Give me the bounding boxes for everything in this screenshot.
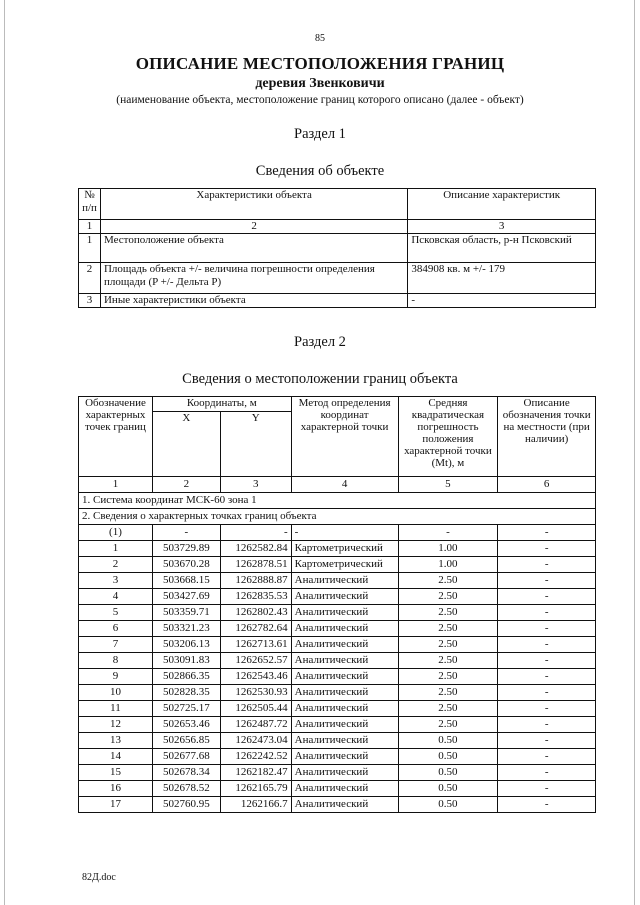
cell: 503670.28 — [152, 557, 220, 573]
object-info-table — [78, 188, 596, 308]
column-number: 5 — [398, 477, 498, 493]
table-row — [79, 765, 596, 781]
cell: - — [498, 685, 596, 701]
cell: - — [498, 733, 596, 749]
cell: Аналитический — [291, 573, 398, 589]
cell: - — [498, 701, 596, 717]
table-header-row — [79, 189, 596, 220]
column-number: 1 — [79, 220, 101, 234]
points-caption-row — [79, 509, 596, 525]
cell: 1.00 — [398, 557, 498, 573]
cell: 502678.34 — [152, 765, 220, 781]
cell: - — [498, 621, 596, 637]
cell: 2.50 — [398, 589, 498, 605]
cell: - — [498, 541, 596, 557]
table-row — [79, 685, 596, 701]
table-row — [79, 637, 596, 653]
cell: 2.50 — [398, 621, 498, 637]
file-name: 82Д.doc — [82, 872, 116, 883]
cell: 502653.46 — [152, 717, 220, 733]
cell: Аналитический — [291, 701, 398, 717]
cell: - — [398, 525, 498, 541]
header-cell: Характеристики объекта — [100, 189, 407, 220]
object-note: (наименование объекта, местоположение границ которого описано (далее - объект) — [116, 94, 524, 106]
cell: 1262166.7 — [220, 797, 291, 813]
cell: 1262505.44 — [220, 701, 291, 717]
table-header-row — [79, 397, 596, 412]
cell: 0.50 — [398, 765, 498, 781]
cell: 1262713.61 — [220, 637, 291, 653]
coordinate-system: 1. Система координат МСК-60 зона 1 — [79, 493, 596, 509]
cell: 1262182.47 — [220, 765, 291, 781]
table-row — [79, 669, 596, 685]
table-row — [79, 733, 596, 749]
table-row — [79, 701, 596, 717]
cell: 2.50 — [398, 701, 498, 717]
cell: - — [498, 573, 596, 589]
cell: - — [498, 525, 596, 541]
cell: - — [498, 765, 596, 781]
cell: (1) — [79, 525, 153, 541]
cell: 502677.68 — [152, 749, 220, 765]
coordinate-system-row — [79, 493, 596, 509]
cell: - — [498, 797, 596, 813]
cell: Аналитический — [291, 589, 398, 605]
cell: 15 — [79, 765, 153, 781]
cell: 8 — [79, 653, 153, 669]
header-cell: Координаты, м — [152, 397, 291, 412]
cell: 0.50 — [398, 733, 498, 749]
cell: - — [498, 781, 596, 797]
boundary-points-table — [78, 396, 596, 813]
cell: Картометрический — [291, 541, 398, 557]
cell: - — [291, 525, 398, 541]
cell: 503321.23 — [152, 621, 220, 637]
table-row — [79, 749, 596, 765]
cell: Аналитический — [291, 685, 398, 701]
cell: Псковская область, р-н Псковский — [408, 234, 596, 263]
cell: 2.50 — [398, 605, 498, 621]
cell: 1262878.51 — [220, 557, 291, 573]
table-row — [79, 573, 596, 589]
cell: 502828.35 — [152, 685, 220, 701]
cell: 4 — [79, 589, 153, 605]
table-row — [79, 589, 596, 605]
header-cell: Средняя квадратическая погрешность положения характерной точки (Mt), м — [398, 397, 498, 477]
cell: - — [498, 749, 596, 765]
header-cell: Описание характеристик — [408, 189, 596, 220]
header-cell: Y — [220, 412, 291, 477]
header-cell: Обозначение характерных точек границ — [79, 397, 153, 477]
document-subtitle: деревия Звенковичи — [255, 76, 385, 91]
cell: 2.50 — [398, 717, 498, 733]
cell: 1 — [79, 541, 153, 557]
cell: 0.50 — [398, 749, 498, 765]
cell: 503668.15 — [152, 573, 220, 589]
column-number: 1 — [79, 477, 153, 493]
cell: 11 — [79, 701, 153, 717]
cell: - — [498, 605, 596, 621]
table-row — [79, 781, 596, 797]
cell: 1 — [79, 234, 101, 263]
section2-caption: Сведения о местоположении границ объекта — [182, 371, 458, 387]
cell: 16 — [79, 781, 153, 797]
cell: 6 — [79, 621, 153, 637]
cell: 2.50 — [398, 653, 498, 669]
cell: 3 — [79, 573, 153, 589]
section1-heading: Раздел 1 — [294, 126, 346, 142]
cell: 384908 кв. м +/- 179 — [408, 263, 596, 294]
cell: 2.50 — [398, 685, 498, 701]
column-number: 6 — [498, 477, 596, 493]
cell: Аналитический — [291, 765, 398, 781]
cell: Аналитический — [291, 749, 398, 765]
cell: 1262782.64 — [220, 621, 291, 637]
cell: - — [498, 653, 596, 669]
cell: 12 — [79, 717, 153, 733]
cell: Аналитический — [291, 637, 398, 653]
cell: 5 — [79, 605, 153, 621]
page-number: 85 — [315, 33, 325, 44]
cell: 2.50 — [398, 573, 498, 589]
cell: 502866.35 — [152, 669, 220, 685]
cell: - — [498, 589, 596, 605]
table-row — [79, 605, 596, 621]
cell: 2.50 — [398, 669, 498, 685]
cell: 503091.83 — [152, 653, 220, 669]
cell: - — [408, 294, 596, 308]
document-title: ОПИСАНИЕ МЕСТОПОЛОЖЕНИЯ ГРАНИЦ — [135, 54, 505, 73]
cell: Иные характеристики объекта — [100, 294, 407, 308]
cell: - — [498, 717, 596, 733]
cell: Местоположение объекта — [100, 234, 407, 263]
cell: 503729.89 — [152, 541, 220, 557]
table-row — [79, 717, 596, 733]
cell: 17 — [79, 797, 153, 813]
table-row — [79, 234, 596, 263]
cell: - — [498, 637, 596, 653]
cell: 502760.95 — [152, 797, 220, 813]
cell: Площадь объекта +/- величина погрешности определения площади (P +/- Дельта P) — [100, 263, 407, 294]
cell: Аналитический — [291, 605, 398, 621]
cell: 1262530.93 — [220, 685, 291, 701]
cell: 1262242.52 — [220, 749, 291, 765]
table-row — [79, 621, 596, 637]
cell: 1262473.04 — [220, 733, 291, 749]
cell: 0.50 — [398, 797, 498, 813]
cell: 2 — [79, 263, 101, 294]
cell: 0.50 — [398, 781, 498, 797]
cell: Картометрический — [291, 557, 398, 573]
table-row — [79, 797, 596, 813]
column-number-row — [79, 477, 596, 493]
table-row — [79, 263, 596, 294]
table-row — [79, 525, 596, 541]
table-row — [79, 294, 596, 308]
cell: 1262582.84 — [220, 541, 291, 557]
cell: 14 — [79, 749, 153, 765]
column-number: 3 — [220, 477, 291, 493]
section1-caption: Сведения об объекте — [255, 163, 385, 179]
table-row — [79, 541, 596, 557]
section2-heading: Раздел 2 — [294, 334, 346, 350]
column-number: 2 — [100, 220, 407, 234]
cell: 1.00 — [398, 541, 498, 557]
cell: 502678.52 — [152, 781, 220, 797]
cell: 1262888.87 — [220, 573, 291, 589]
column-number-row — [79, 220, 596, 234]
cell: 13 — [79, 733, 153, 749]
cell: Аналитический — [291, 797, 398, 813]
cell: 502725.17 — [152, 701, 220, 717]
cell: 3 — [79, 294, 101, 308]
cell: 1262543.46 — [220, 669, 291, 685]
cell: Аналитический — [291, 781, 398, 797]
header-cell: № п/п — [79, 189, 101, 220]
cell: 7 — [79, 637, 153, 653]
cell: Аналитический — [291, 669, 398, 685]
cell: - — [152, 525, 220, 541]
points-caption: 2. Сведения о характерных точках границ объекта — [79, 509, 596, 525]
cell: - — [220, 525, 291, 541]
table-row — [79, 653, 596, 669]
cell: 1262652.57 — [220, 653, 291, 669]
cell: 1262487.72 — [220, 717, 291, 733]
cell: - — [498, 669, 596, 685]
cell: 503359.71 — [152, 605, 220, 621]
cell: 502656.85 — [152, 733, 220, 749]
cell: 9 — [79, 669, 153, 685]
cell: 503206.13 — [152, 637, 220, 653]
cell: - — [498, 557, 596, 573]
header-cell: X — [152, 412, 220, 477]
cell: 1262835.53 — [220, 589, 291, 605]
cell: Аналитический — [291, 621, 398, 637]
cell: 1262165.79 — [220, 781, 291, 797]
cell: 1262802.43 — [220, 605, 291, 621]
cell: 10 — [79, 685, 153, 701]
table-row — [79, 557, 596, 573]
cell: 503427.69 — [152, 589, 220, 605]
cell: Аналитический — [291, 653, 398, 669]
column-number: 4 — [291, 477, 398, 493]
header-cell: Метод определения координат характерной точки — [291, 397, 398, 477]
cell: 2 — [79, 557, 153, 573]
column-number: 2 — [152, 477, 220, 493]
cell: Аналитический — [291, 733, 398, 749]
column-number: 3 — [408, 220, 596, 234]
cell: Аналитический — [291, 717, 398, 733]
cell: 2.50 — [398, 637, 498, 653]
header-cell: Описание обозначения точки на местности (при наличии) — [498, 397, 596, 477]
